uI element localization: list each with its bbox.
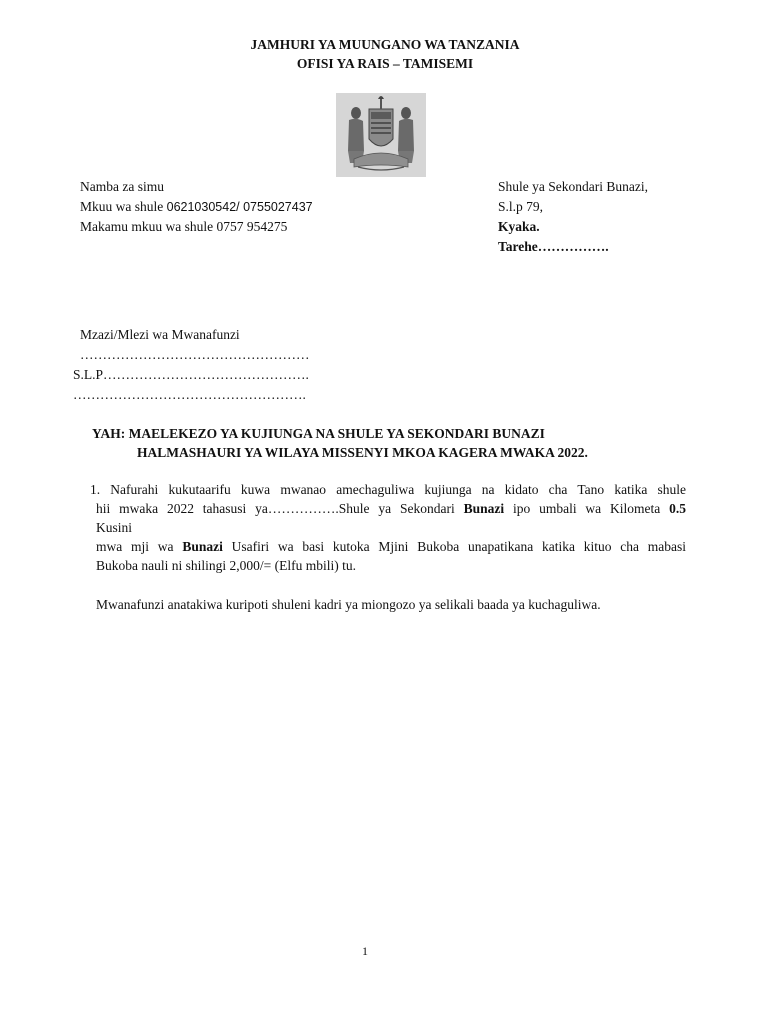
- body-p1-line4: [96, 537, 686, 557]
- contacts-deputy: Makamu mkuu wa shule 0757 954275: [80, 219, 288, 234]
- body-p1-school-name: Bunazi: [463, 501, 505, 516]
- contacts-head-phone: 0621030542/ 0755027437: [166, 200, 313, 214]
- address-date: Tarehe…………….: [498, 239, 609, 254]
- header-office: OFISI YA RAIS – TAMISEMI: [296, 56, 474, 71]
- address-po-box: S.l.p 79,: [498, 199, 544, 214]
- body-p1-line2-c: ipo umbali wa Kilometa: [504, 501, 670, 516]
- body-p1-line4-a: mwa mji wa: [96, 539, 183, 554]
- body-p1-line5: Bukoba nauli ni shilingi 2,000/= (Elfu mbili) tu.: [96, 558, 356, 573]
- coat-of-arms-icon: [336, 93, 426, 177]
- subject-line1: YAH: MAELEKEZO YA KUJIUNGA NA SHULE YA SEKONDARI BUNAZI: [92, 426, 545, 441]
- address-town: Kyaka.: [498, 219, 540, 234]
- recipient-slp: S.L.P……………………………………….: [73, 367, 309, 382]
- body-p1-line1: 1. Nafurahi kukutaarifu kuwa mwanao amechaguliwa kujiunga na kidato cha Tano katika shule: [90, 482, 686, 497]
- body-p1-line2: [96, 499, 686, 519]
- body-p1-town-name: Bunazi: [182, 539, 223, 554]
- recipient-title: Mzazi/Mlezi wa Mwanafunzi: [80, 327, 240, 342]
- body-p1-line3: Kusini: [96, 520, 133, 535]
- body-p1-distance: 0.5: [669, 501, 686, 516]
- header-republic: JAMHURI YA MUUNGANO WA TANZANIA: [250, 37, 520, 52]
- contacts-head: [80, 197, 313, 217]
- contacts-label: Namba za simu: [80, 179, 164, 194]
- body-p2: Mwanafunzi anatakiwa kuripoti shuleni kadri ya miongozo ya selikali baada ya kuchaguliwa.: [96, 597, 601, 612]
- body-p1-line4-c: Usafiri wa basi kutoka Mjini Bukoba unapatikana katika kituo cha mabasi: [222, 539, 686, 554]
- subject-line2: HALMASHAURI YA WILAYA MISSENYI MKOA KAGERA MWAKA 2022.: [137, 445, 588, 460]
- coat-of-arms-emblem: [336, 93, 426, 177]
- address-school: Shule ya Sekondari Bunazi,: [498, 179, 648, 194]
- page-number: 1: [362, 944, 368, 958]
- body-p1-line2-a: hii mwaka 2022 tahasusi ya…………….Shule ya Sekondari: [96, 501, 464, 516]
- recipient-line1: ……………………………………………: [80, 347, 310, 362]
- recipient-line3: …………………………………………….: [73, 387, 306, 402]
- contacts-head-label: Mkuu wa shule: [80, 199, 167, 214]
